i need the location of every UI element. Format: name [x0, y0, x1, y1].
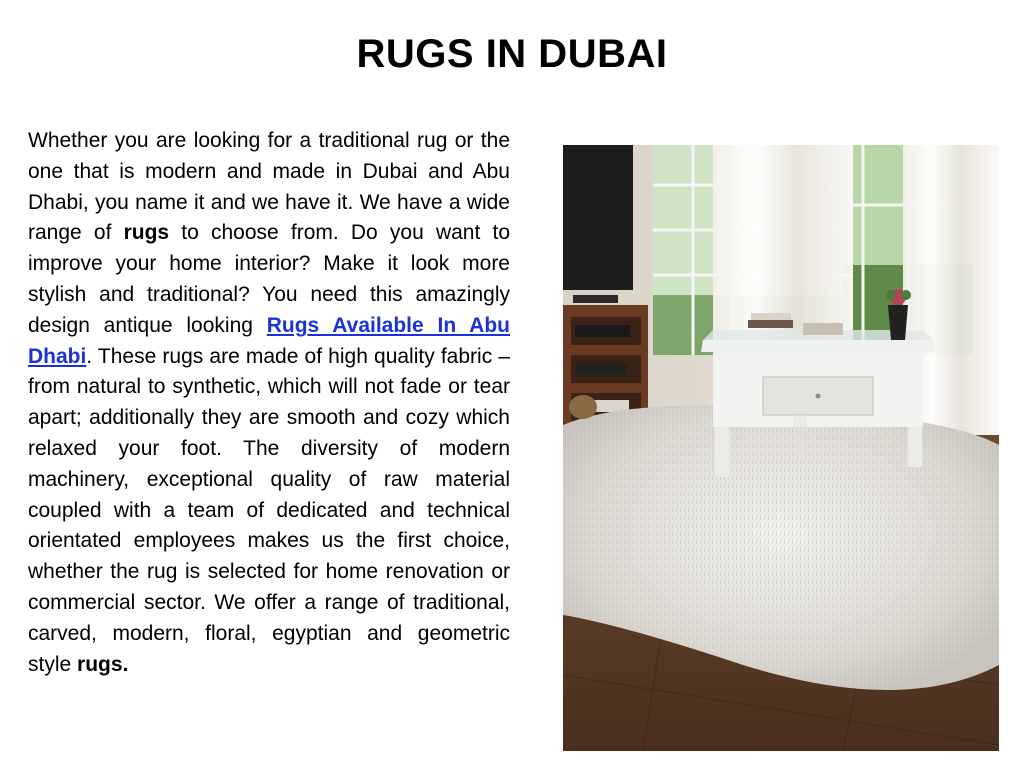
body-paragraph	[28, 126, 510, 680]
paragraph-text-3: . These rugs are made of high quality fabric – from natural to synthetic, which will not fade or tear apart; additionally they are smooth and cozy which relaxed your foot. The diversity of modern machinery, exceptional quality of raw material coupled with a team of dedicated and technical orientated employees makes us the first choice, whether the rug is selected for home renovation or commercial sector. We offer a range of traditional, carved, modern, floral, egyptian and geometric style	[28, 344, 510, 676]
bold-rugs-2: rugs.	[77, 652, 129, 676]
bold-rugs-1: rugs	[123, 221, 170, 245]
paragraph-text-2: to choose from. Do you want to improve your home interior? Make it look more stylish and traditional? You need this amazingly design antique looking	[28, 221, 510, 337]
rugs-abu-dhabi-link[interactable]: Rugs Available In Abu Dhabi	[28, 313, 510, 368]
slide-title: RUGS IN DUBAI	[356, 32, 668, 76]
living-room-rug-photo	[563, 145, 999, 751]
paragraph-text-1: Whether you are looking for a traditional rug or the one that is modern and made in Dubai and Abu Dhabi, you name it and we have it. We have a wide range of	[28, 129, 510, 245]
